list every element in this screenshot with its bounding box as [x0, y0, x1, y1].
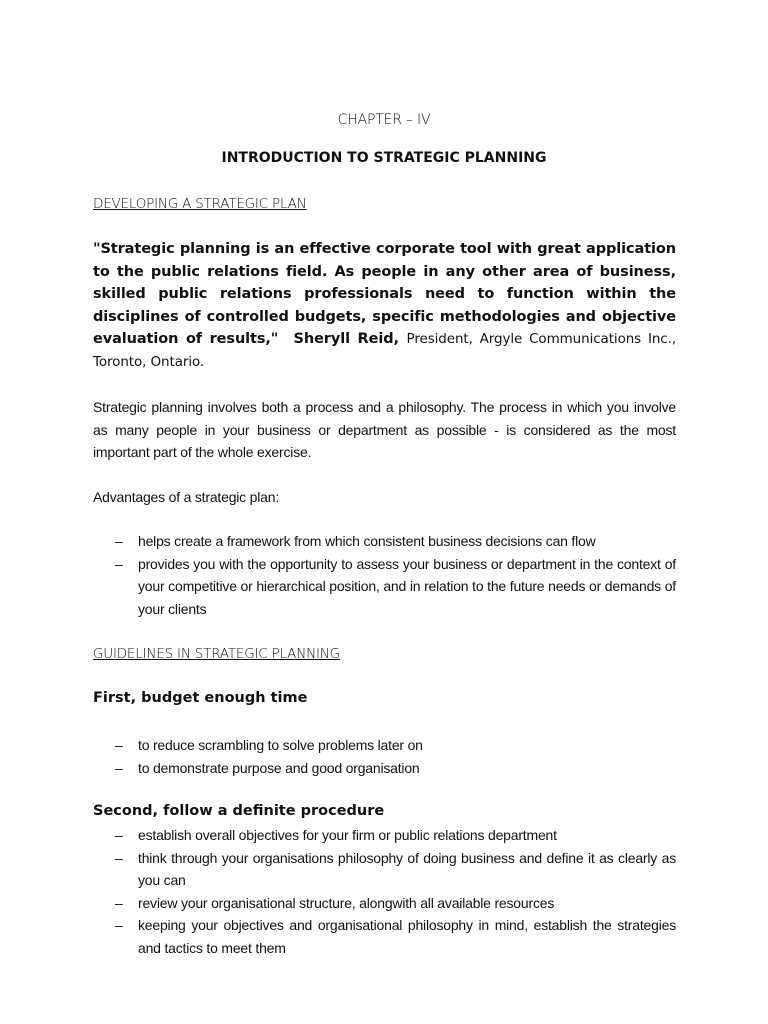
list-item: – establish overall objectives for your firm or public relations department	[93, 824, 676, 847]
advantages-intro: Advantages of a strategic plan:	[93, 489, 280, 505]
first-list	[93, 734, 676, 779]
list-item: – review your organisational structure, alongwith all available resources	[93, 892, 676, 915]
list-item: – to demonstrate purpose and good organisation	[93, 757, 676, 780]
subheading-second: Second, follow a definite procedure	[93, 803, 385, 819]
section-heading-developing: DEVELOPING A STRATEGIC PLAN	[93, 196, 307, 212]
list-item: – provides you with the opportunity to assess your business or department in the context of your competitive or hierarchical position, and in relation to the future needs or demands of your clients	[93, 553, 676, 621]
quote-text: "Strategic planning is an effective corporate tool with great application to the public relations field. As people in any other area of business, skilled public relations professionals need to function within the disciplines of controlled budgets, specific methodologies and objective evaluation of results,"	[93, 241, 676, 347]
dash-icon: –	[115, 894, 123, 911]
quote-block	[93, 238, 676, 373]
page-title: INTRODUCTION TO STRATEGIC PLANNING	[221, 150, 547, 166]
dash-icon: –	[115, 555, 123, 572]
list-item: – helps create a framework from which consistent business decisions can flow	[93, 530, 676, 553]
dash-icon: –	[115, 533, 123, 549]
advantages-list	[93, 530, 676, 620]
chapter-label: CHAPTER – IV	[337, 112, 431, 128]
dash-icon: –	[115, 827, 123, 843]
second-list	[93, 824, 676, 959]
quote-affiliation: President, Argyle Communications Inc., Toronto, Ontario.	[93, 331, 677, 370]
list-item: – think through your organisations philosophy of doing business and define it as clearly as you can	[93, 847, 676, 892]
section-heading-guidelines: GUIDELINES IN STRATEGIC PLANNING	[93, 646, 340, 662]
list-item: – to reduce scrambling to solve problems later on	[93, 734, 676, 757]
dash-icon: –	[115, 737, 123, 753]
paragraph-process: Strategic planning involves both a process and a philosophy. The process in which you involve as many people in your business or department as possible - is considered as the most important part of the whole exercise.	[93, 399, 676, 460]
list-item: – keeping your objectives and organisational philosophy in mind, establish the strategies and tactics to meet them	[93, 914, 676, 959]
dash-icon: –	[115, 917, 123, 933]
subheading-first: First, budget enough time	[93, 690, 308, 706]
quote-author: Sheryll Reid,	[293, 331, 399, 347]
dash-icon: –	[115, 759, 123, 776]
dash-icon: –	[115, 849, 123, 866]
